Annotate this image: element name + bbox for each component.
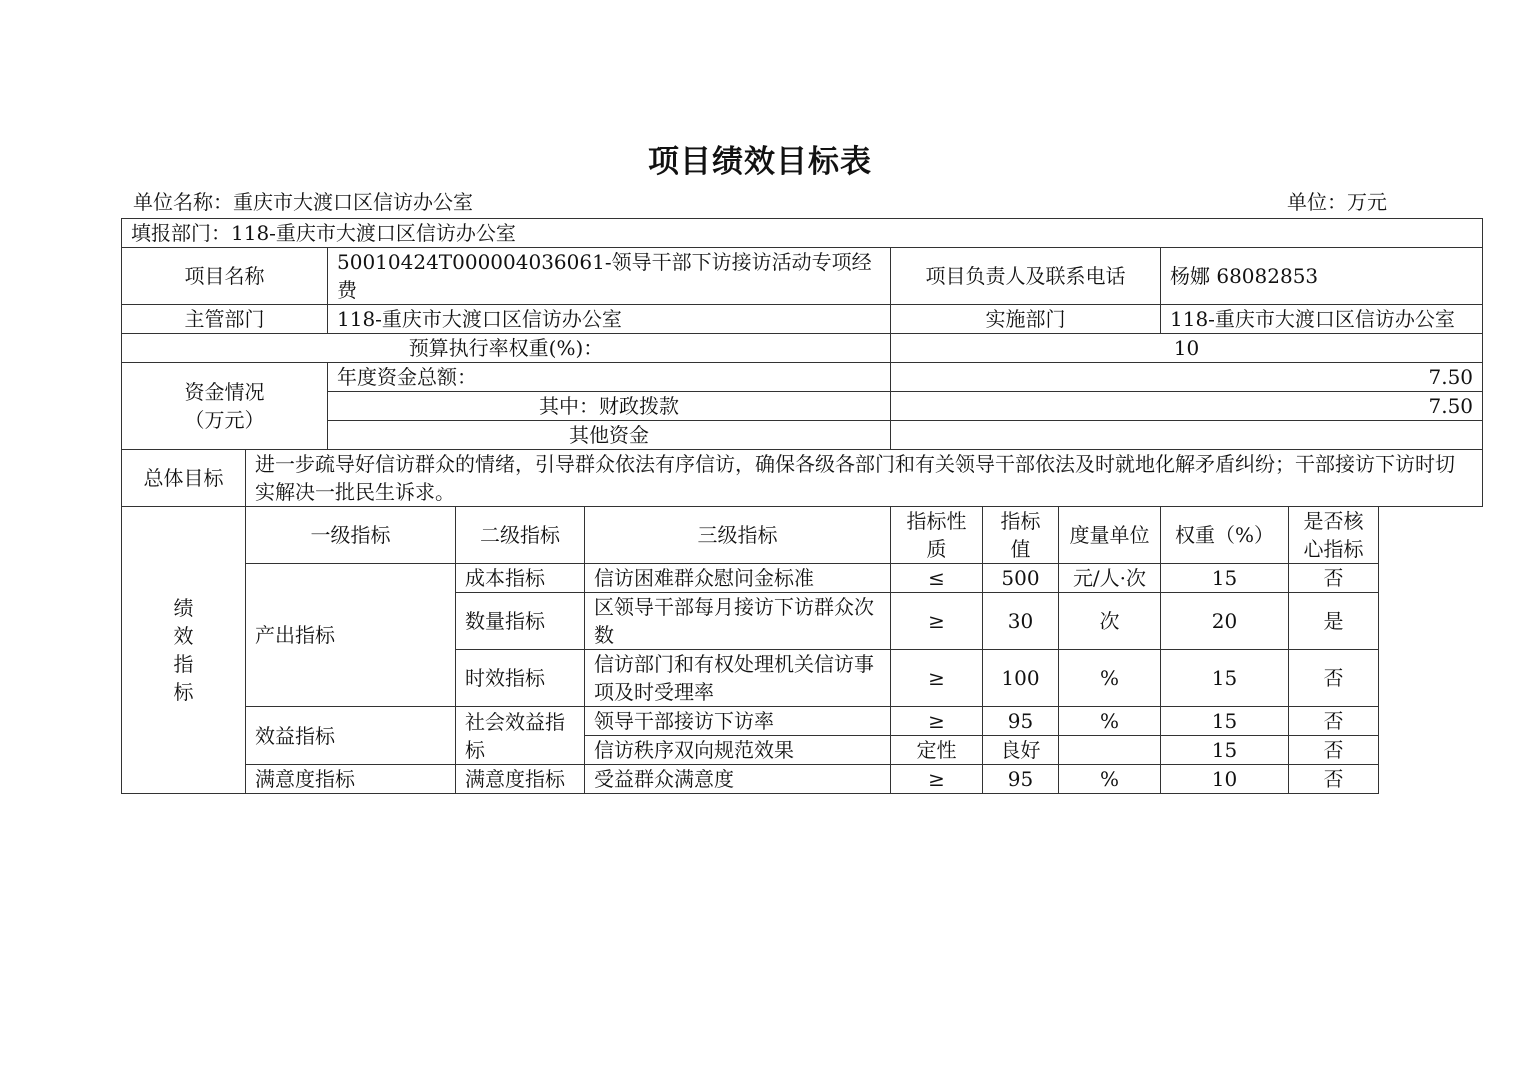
col-nature: 指标性质 [891, 507, 983, 564]
level3-cell: 区领导干部每月接访下访群众次数 [585, 593, 891, 650]
currency-unit: 单位：万元 [1287, 190, 1387, 214]
level3-cell: 受益群众满意度 [585, 765, 891, 794]
side-char: 指 [173, 652, 194, 676]
annual-total-label: 年度资金总额： [328, 363, 891, 392]
unit-cell [1059, 736, 1161, 765]
manager-label: 项目负责人及联系电话 [891, 248, 1161, 305]
other-funds-label: 其他资金 [328, 421, 891, 450]
value-cell: 30 [983, 593, 1059, 650]
funds-label [122, 363, 328, 450]
project-name-value: 50010424T000004036061-领导干部下访接访活动专项经费 [328, 248, 891, 305]
value-cell: 95 [983, 765, 1059, 794]
col-value: 指标值 [983, 507, 1059, 564]
weight-cell: 15 [1161, 650, 1289, 707]
unit-cell: 元/人·次 [1059, 564, 1161, 593]
side-char: 绩 [173, 596, 194, 620]
page-title: 项目绩效目标表 [648, 144, 872, 180]
level3-cell: 领导干部接访下访率 [585, 707, 891, 736]
fiscal-label: 其中：财政拨款 [328, 392, 891, 421]
nature-cell: ≥ [891, 650, 983, 707]
level2-quantity: 数量指标 [456, 593, 585, 650]
weight-cell: 10 [1161, 765, 1289, 794]
weight-cell: 20 [1161, 593, 1289, 650]
col-core: 是否核心指标 [1289, 507, 1379, 564]
fill-dept: 填报部门：118-重庆市大渡口区信访办公室 [122, 219, 1483, 248]
fiscal-value: 7.50 [891, 392, 1483, 421]
level3-cell: 信访困难群众慰问金标准 [585, 564, 891, 593]
nature-cell: ≥ [891, 707, 983, 736]
col-level1: 一级指标 [246, 507, 456, 564]
weight-cell: 15 [1161, 707, 1289, 736]
group-satisfaction: 满意度指标 [246, 765, 456, 794]
level2-social: 社会效益指标 [456, 707, 585, 765]
side-char: 效 [173, 624, 194, 648]
project-row [122, 248, 1483, 305]
col-level3: 三级指标 [585, 507, 891, 564]
nature-cell: ≤ [891, 564, 983, 593]
weight-cell: 15 [1161, 564, 1289, 593]
level3-cell: 信访部门和有权处理机关信访事项及时受理率 [585, 650, 891, 707]
goal-row [122, 450, 1483, 507]
implementer-label: 实施部门 [891, 305, 1161, 334]
level2-timeliness: 时效指标 [456, 650, 585, 707]
side-char: 标 [173, 680, 194, 704]
value-cell: 500 [983, 564, 1059, 593]
value-cell: 良好 [983, 736, 1059, 765]
value-cell: 100 [983, 650, 1059, 707]
core-cell: 否 [1289, 736, 1379, 765]
unit-cell: 次 [1059, 593, 1161, 650]
level2-satisfaction: 满意度指标 [456, 765, 585, 794]
table-row [122, 765, 1483, 794]
budget-weight-row [122, 334, 1483, 363]
unit-cell: % [1059, 765, 1161, 794]
goal-text: 进一步疏导好信访群众的情绪，引导群众依法有序信访，确保各级各部门和有关领导干部依法及时就地化解矛盾纠纷；干部接访下访时切实解决一批民生诉求。 [246, 450, 1483, 507]
unit-cell: % [1059, 707, 1161, 736]
budget-weight-label: 预算执行率权重(%)： [122, 334, 891, 363]
group-benefit: 效益指标 [246, 707, 456, 765]
core-cell: 否 [1289, 707, 1379, 736]
funds-label-line1: 资金情况 [184, 380, 265, 404]
budget-weight-value: 10 [891, 334, 1483, 363]
indicator-header-row [122, 507, 1483, 564]
unit-name: 单位名称：重庆市大渡口区信访办公室 [133, 190, 473, 214]
project-name-label: 项目名称 [122, 248, 328, 305]
value-cell: 95 [983, 707, 1059, 736]
nature-cell: 定性 [891, 736, 983, 765]
core-cell: 否 [1289, 650, 1379, 707]
supervisor-value: 118-重庆市大渡口区信访办公室 [328, 305, 891, 334]
core-cell: 是 [1289, 593, 1379, 650]
manager-value: 杨娜 68082853 [1161, 248, 1483, 305]
group-output: 产出指标 [246, 564, 456, 707]
annual-total-value: 7.50 [891, 363, 1483, 392]
other-funds-value [891, 421, 1483, 450]
col-weight: 权重（%） [1161, 507, 1289, 564]
level3-cell: 信访秩序双向规范效果 [585, 736, 891, 765]
core-cell: 否 [1289, 564, 1379, 593]
funds-label-line2: （万元） [184, 408, 265, 432]
col-unit: 度量单位 [1059, 507, 1161, 564]
nature-cell: ≥ [891, 765, 983, 794]
indicator-side-label [122, 507, 246, 794]
col-level2: 二级指标 [456, 507, 585, 564]
unit-cell: % [1059, 650, 1161, 707]
performance-table [121, 218, 1483, 794]
table-row [122, 707, 1483, 736]
implementer-value: 118-重庆市大渡口区信访办公室 [1161, 305, 1483, 334]
goal-label: 总体目标 [122, 450, 246, 507]
core-cell: 否 [1289, 765, 1379, 794]
supervisor-label: 主管部门 [122, 305, 328, 334]
weight-cell: 15 [1161, 736, 1289, 765]
fill-dept-row [122, 219, 1483, 248]
nature-cell: ≥ [891, 593, 983, 650]
table-row [122, 564, 1483, 593]
funds-total-row [122, 363, 1483, 392]
department-row [122, 305, 1483, 334]
level2-cost: 成本指标 [456, 564, 585, 593]
